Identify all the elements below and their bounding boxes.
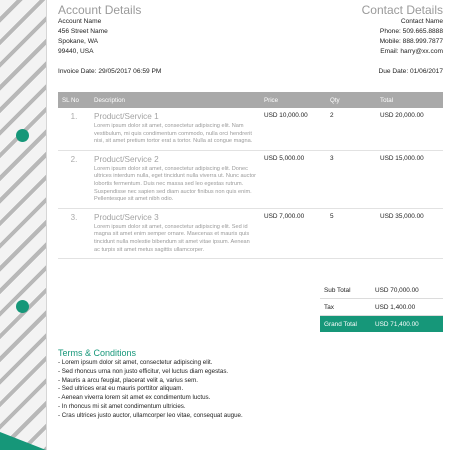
decorative-dot bbox=[16, 300, 29, 313]
product-name: Product/Service 1 bbox=[94, 112, 159, 121]
account-line: Account Name bbox=[58, 18, 102, 25]
table-row bbox=[58, 108, 443, 150]
tax-row bbox=[320, 299, 443, 316]
product-name: Product/Service 2 bbox=[94, 154, 159, 164]
terms-title: Terms & Conditions bbox=[58, 348, 137, 358]
row-price: USD 5,000.00 bbox=[260, 150, 326, 208]
row-total: USD 20,000.00 bbox=[376, 108, 443, 150]
product-description: Lorem ipsum dolor sit amet, consectetur adipiscing elit. Nam vestibulum, mi quis condimentum commodo, nulla orci hendrerit nisi, sit amet pretium tortor erat a tortor. Nulla at congue magna. bbox=[94, 123, 253, 145]
row-description bbox=[90, 108, 260, 150]
subtotal-row bbox=[320, 282, 443, 299]
decorative-corner bbox=[0, 432, 46, 450]
row-total: USD 35,000.00 bbox=[376, 208, 443, 258]
line-items-table bbox=[58, 92, 443, 259]
grand-total-value: USD 71,400.00 bbox=[371, 316, 443, 333]
terms-item: - Mauris a arcu feugiat, placerat velit a, varius sem. bbox=[58, 376, 198, 384]
column-header-description: Description bbox=[90, 92, 260, 108]
subtotal-label: Sub Total bbox=[320, 282, 371, 299]
terms-item: - Lorem ipsum dolor sit amet, consectetur adipiscing elit. bbox=[58, 359, 213, 366]
due-date: Due Date: 01/06/2017 bbox=[378, 68, 443, 75]
subtotal-value: USD 70,000.00 bbox=[371, 282, 443, 299]
terms-item: - Cras ultrices justo auctor, ullamcorper leo vitae, consequat augue. bbox=[58, 411, 243, 419]
row-qty: 5 bbox=[326, 208, 376, 258]
contact-line: Contact Name bbox=[400, 18, 443, 25]
invoice-date: Invoice Date: 29/05/2017 06:59 PM bbox=[58, 68, 162, 75]
account-details-title: Account Details bbox=[58, 3, 142, 17]
row-qty: 3 bbox=[326, 150, 376, 208]
column-header-price: Price bbox=[260, 92, 326, 108]
table-row bbox=[58, 150, 443, 208]
contact-details-title: Contact Details bbox=[361, 3, 443, 17]
row-description bbox=[90, 208, 260, 258]
contact-line: Email: harry@xx.com bbox=[380, 48, 443, 55]
decorative-dot bbox=[16, 129, 29, 142]
grand-total-row bbox=[320, 316, 443, 333]
contact-line: Phone: 509.665.8888 bbox=[379, 28, 443, 35]
row-sl-no: 1. bbox=[58, 108, 90, 150]
table-header-row bbox=[58, 92, 443, 108]
terms-list bbox=[58, 359, 243, 421]
tax-value: USD 1,400.00 bbox=[371, 299, 443, 316]
tax-label: Tax bbox=[320, 299, 371, 316]
product-description: Lorem ipsum dolor sit amet, consectetur adipiscing elit. Sed id magna sit amet enim semper ornare. Maecenas et mauris quis tincidunt nulla molestie bibendum sit amet vitae ipsum. Aenean ac turpis sit amet metus sagittis ullamcorper. bbox=[94, 223, 250, 253]
account-line: 456 Street Name bbox=[58, 28, 108, 35]
terms-item: - Aenean viverra lorem sit amet ex condimentum luctus. bbox=[58, 394, 211, 402]
row-price: USD 10,000.00 bbox=[260, 108, 326, 150]
terms-item: - Sed ultrices erat eu mauris porttitor aliquam. bbox=[58, 385, 184, 393]
contact-line: Mobile: 888.999.7877 bbox=[379, 38, 443, 45]
account-line: Spokane, WA bbox=[58, 38, 99, 45]
row-sl-no: 2. bbox=[58, 150, 90, 208]
account-line: 99440, USA bbox=[58, 48, 94, 55]
column-header-qty: Qty bbox=[326, 92, 376, 108]
terms-item: - Sed rhoncus urna non justo efficitur, vel luctus diam egestas. bbox=[58, 367, 229, 375]
row-price: USD 7,000.00 bbox=[260, 208, 326, 258]
account-details bbox=[58, 17, 108, 57]
row-description bbox=[90, 150, 260, 208]
contact-details bbox=[380, 17, 443, 57]
row-total: USD 15,000.00 bbox=[376, 150, 443, 208]
grand-total-label: Grand Total bbox=[320, 316, 371, 333]
row-sl-no: 3. bbox=[58, 208, 90, 258]
product-name: Product/Service 3 bbox=[94, 212, 159, 222]
decorative-side-strip bbox=[0, 0, 47, 450]
column-header-sl-no: SL No bbox=[58, 92, 90, 108]
table-row bbox=[58, 208, 443, 258]
terms-item: - In rhoncus mi sit amet condimentum ultricies. bbox=[58, 402, 186, 410]
invoice-page bbox=[58, 0, 443, 450]
row-qty: 2 bbox=[326, 108, 376, 150]
column-header-total: Total bbox=[376, 92, 443, 108]
totals-summary bbox=[320, 282, 443, 332]
product-description: Lorem ipsum dolor sit amet, consectetur adipiscing elit. Donec ultrices interdum nulla, eget tincidunt nulla viverra ut. Nunc auctor lobortis fermentum. Duis nec massa sed leo egestas rutrum. Suspendisse nec sapien sed diam auctor finibus non quis enim. Pellentesque sit amet nibh odio. bbox=[94, 165, 256, 203]
